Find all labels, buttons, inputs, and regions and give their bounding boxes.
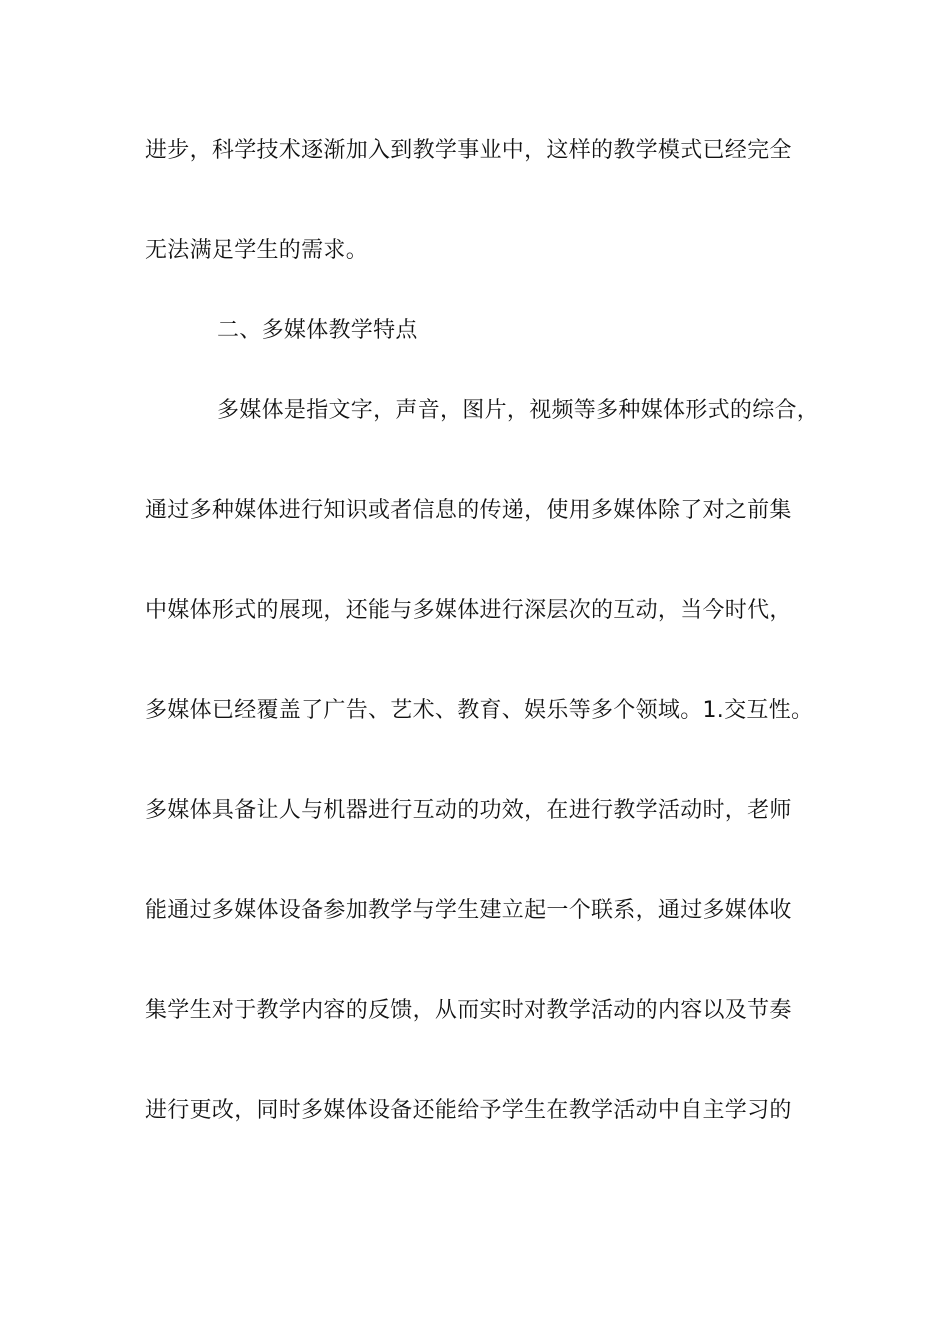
paragraph-line: 集学生对于教学内容的反馈，从而实时对教学活动的内容以及节奏 bbox=[145, 998, 792, 1023]
paragraph-line: 中媒体形式的展现，还能与多媒体进行深层次的互动，当今时代， bbox=[145, 598, 792, 623]
paragraph-line: 无法满足学生的需求。 bbox=[145, 238, 369, 263]
paragraph-line: 进步，科学技术逐渐加入到教学事业中，这样的教学模式已经完全 bbox=[145, 138, 792, 163]
paragraph-line: 能通过多媒体设备参加教学与学生建立起一个联系，通过多媒体收 bbox=[145, 898, 792, 923]
section-heading: 二、多媒体教学特点 bbox=[217, 318, 418, 343]
paragraph-line: 多媒体具备让人与机器进行互动的功效，在进行教学活动时，老师 bbox=[145, 798, 792, 823]
paragraph-line: 进行更改，同时多媒体设备还能给予学生在教学活动中自主学习的 bbox=[145, 1098, 792, 1123]
paragraph-line: 多媒体是指文字，声音，图片，视频等多种媒体形式的综合， bbox=[217, 398, 820, 423]
paragraph-line: 多媒体已经覆盖了广告、艺术、教育、娱乐等多个领域。1.交互性。 bbox=[145, 698, 814, 723]
paragraph-line: 通过多种媒体进行知识或者信息的传递，使用多媒体除了对之前集 bbox=[145, 498, 792, 523]
